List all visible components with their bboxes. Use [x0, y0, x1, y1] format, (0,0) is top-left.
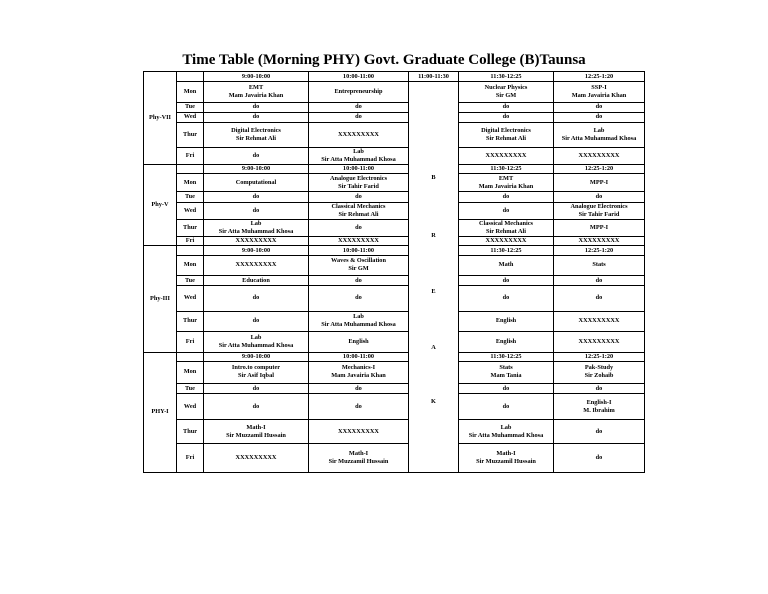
day-row	[144, 82, 645, 102]
day-label: Fri	[177, 147, 204, 164]
cell-line: XXXXXXXXX	[578, 317, 620, 325]
cell-line: English	[495, 337, 517, 345]
cell-line: XXXXXXXXX	[338, 237, 379, 245]
header-row	[144, 352, 645, 361]
day-row	[144, 311, 645, 331]
day-row	[144, 286, 645, 312]
schedule-cell	[459, 276, 554, 286]
day-label: Mon	[177, 361, 204, 383]
cell-line: MPP-I	[589, 178, 609, 186]
cell-line: do	[252, 192, 260, 200]
cell-line: Sir GM	[348, 265, 369, 273]
day-label: Thur	[177, 311, 204, 331]
cell-line: Lab	[593, 126, 605, 134]
cell-line: Math-I	[496, 450, 516, 458]
cell-line: XXXXXXXXX	[485, 237, 527, 245]
cell-line: do	[355, 276, 362, 284]
time-slot-header: 12:25-1:20	[554, 164, 645, 173]
cell-line: Computational	[235, 178, 277, 186]
cell-line: XXXXXXXXX	[578, 151, 620, 159]
cell-line: Sir Muzzamil Hussain	[226, 431, 286, 439]
schedule-cell	[309, 192, 409, 202]
schedule-cell	[309, 384, 409, 394]
cell-line: Sir Asif Iqbal	[238, 372, 274, 380]
time-slot-header: 11:30-12:25	[459, 72, 554, 82]
cell-line: XXXXXXXXX	[235, 261, 277, 269]
cell-line: Mam Javairia Khan	[228, 91, 284, 99]
cell-line: Sir Muzzamil Hussain	[476, 458, 536, 466]
cell-line: Digital Electronics	[231, 126, 281, 134]
day-row	[144, 174, 645, 192]
cell-line: do	[252, 151, 260, 159]
day-label: Tue	[177, 102, 204, 112]
break-letter: E	[431, 288, 436, 296]
schedule-cell	[204, 174, 309, 192]
schedule-cell	[554, 384, 645, 394]
cell-line: XXXXXXXXX	[578, 337, 620, 345]
day-row	[144, 219, 645, 236]
cell-line: Math	[498, 261, 514, 269]
cell-line: Lab	[250, 220, 262, 228]
cell-line: Waves & Oscillation	[331, 257, 386, 265]
schedule-cell	[459, 286, 554, 312]
schedule-cell	[459, 147, 554, 164]
time-slot-header: 10:00-11:00	[309, 352, 409, 361]
day-label: Fri	[177, 444, 204, 473]
cell-line: do	[595, 276, 603, 284]
day-label: Tue	[177, 276, 204, 286]
time-slot-header: 9:00-10:00	[204, 164, 309, 173]
schedule-cell	[204, 444, 309, 473]
schedule-cell	[554, 286, 645, 312]
cell-line: do	[252, 113, 260, 121]
cell-line: do	[252, 317, 260, 325]
cell-line: do	[595, 454, 603, 462]
cell-line: EMT	[498, 174, 514, 182]
cell-line: Lab	[250, 333, 262, 341]
schedule-cell	[204, 311, 309, 331]
schedule-cell	[554, 102, 645, 112]
schedule-cell	[459, 361, 554, 383]
cell-line: do	[252, 103, 260, 111]
cell-line: Lab	[353, 147, 364, 155]
cell-line: do	[502, 103, 510, 111]
cell-line: Sir Muzzamil Hussain	[328, 458, 389, 466]
schedule-cell	[204, 192, 309, 202]
cell-line: do	[595, 192, 603, 200]
day-row	[144, 255, 645, 275]
day-row	[144, 419, 645, 443]
cell-line: Math-I	[246, 423, 266, 431]
cell-line: XXXXXXXXX	[485, 151, 527, 159]
cell-line: English	[348, 337, 369, 345]
cell-line: do	[355, 103, 362, 111]
day-label: Wed	[177, 112, 204, 122]
cell-line: Classical Mechanics	[478, 220, 534, 228]
timetable	[143, 71, 645, 473]
day-label: Fri	[177, 237, 204, 246]
cell-line: do	[502, 206, 510, 214]
day-row	[144, 276, 645, 286]
header-row	[144, 246, 645, 255]
cell-line: do	[252, 402, 260, 410]
schedule-cell	[204, 276, 309, 286]
cell-line: Sir Atta Muhammad Khosa	[468, 431, 544, 439]
schedule-cell	[554, 237, 645, 246]
day-label: Wed	[177, 202, 204, 219]
schedule-cell	[459, 384, 554, 394]
break-letter: B	[431, 174, 436, 182]
schedule-cell	[459, 102, 554, 112]
cell-line: Sir Rehmat Ali	[485, 228, 527, 236]
cell-line: Sir GM	[495, 91, 517, 99]
day-label: Tue	[177, 192, 204, 202]
schedule-cell	[309, 112, 409, 122]
schedule-cell	[554, 255, 645, 275]
schedule-cell	[309, 394, 409, 420]
cell-line: Education	[242, 276, 270, 284]
time-slot-header: 12:25-1:20	[554, 72, 645, 82]
schedule-cell	[309, 311, 409, 331]
day-label: Tue	[177, 384, 204, 394]
cell-line: Sir Atta Muhammad Khosa	[218, 228, 294, 236]
cell-line: M. Ibrahim	[583, 406, 615, 414]
schedule-cell	[204, 82, 309, 102]
schedule-cell	[309, 174, 409, 192]
cell-line: do	[355, 192, 362, 200]
schedule-cell	[554, 147, 645, 164]
schedule-cell	[309, 286, 409, 312]
schedule-cell	[554, 311, 645, 331]
day-header-blank	[177, 352, 204, 361]
cell-line: Sir Rehmat Ali	[338, 210, 379, 218]
time-slot-header: 10:00-11:00	[309, 72, 409, 82]
cell-line: Sir Tahir Farid	[338, 182, 379, 190]
cell-line: do	[595, 294, 603, 302]
cell-line: do	[502, 192, 510, 200]
schedule-cell	[204, 202, 309, 219]
cell-line: do	[355, 294, 362, 302]
day-row	[144, 192, 645, 202]
time-slot-header: 12:25-1:20	[554, 352, 645, 361]
cell-line: Stats	[499, 364, 513, 372]
schedule-cell	[204, 419, 309, 443]
time-slot-header: 9:00-10:00	[204, 246, 309, 255]
cell-line: Digital Electronics	[481, 126, 531, 134]
schedule-cell	[309, 332, 409, 352]
schedule-cell	[459, 123, 554, 147]
cell-line: Sir Rehmat Ali	[235, 134, 277, 142]
time-slot-header: 9:00-10:00	[204, 352, 309, 361]
cell-line: do	[252, 384, 260, 392]
cell-line: XXXXXXXXX	[235, 237, 277, 245]
cell-line: Sir Atta Muhammad Khosa	[561, 134, 637, 142]
header-row	[144, 72, 645, 82]
schedule-cell	[204, 219, 309, 236]
group-name: Phy-V	[144, 164, 177, 246]
cell-line: English	[495, 317, 517, 325]
page-title: Time Table (Morning PHY) Govt. Graduate College (B)Taunsa	[182, 52, 586, 68]
schedule-cell	[309, 419, 409, 443]
cell-line: Mechanics-I	[341, 364, 376, 372]
cell-line: Sir Atta Muhammad Khosa	[321, 155, 396, 163]
schedule-cell	[204, 394, 309, 420]
schedule-cell	[459, 444, 554, 473]
day-label: Fri	[177, 332, 204, 352]
day-row	[144, 202, 645, 219]
schedule-cell	[309, 123, 409, 147]
cell-line: do	[502, 384, 510, 392]
schedule-cell	[309, 219, 409, 236]
cell-line: Lab	[353, 313, 364, 321]
cell-line: do	[502, 294, 510, 302]
day-row	[144, 147, 645, 164]
cell-line: Sir Rehmat Ali	[485, 134, 527, 142]
cell-line: do	[252, 294, 260, 302]
cell-line: Mam Javairia Khan	[331, 372, 386, 380]
schedule-cell	[459, 219, 554, 236]
day-row	[144, 112, 645, 122]
schedule-cell	[554, 419, 645, 443]
break-time: 11:00-11:30	[409, 72, 459, 82]
cell-line: SSP-I	[591, 83, 607, 91]
schedule-cell	[459, 419, 554, 443]
cell-line: Analogue Electronics	[329, 174, 388, 182]
schedule-cell	[459, 192, 554, 202]
day-label: Thur	[177, 123, 204, 147]
cell-line: do	[595, 103, 603, 111]
schedule-cell	[204, 361, 309, 383]
cell-line: Pak-Study	[584, 364, 614, 372]
schedule-cell	[204, 112, 309, 122]
cell-line: do	[355, 384, 362, 392]
cell-line: Nuclear Physics	[484, 83, 528, 91]
schedule-cell	[204, 255, 309, 275]
day-row	[144, 332, 645, 352]
cell-line: do	[355, 224, 362, 232]
cell-line: do	[252, 206, 260, 214]
cell-line: Stats	[592, 261, 606, 269]
break-letter: A	[431, 344, 436, 352]
group-name: Phy-VII	[144, 72, 177, 165]
schedule-cell	[554, 192, 645, 202]
schedule-cell	[204, 286, 309, 312]
cell-line: Mam Javairia Khan	[478, 182, 534, 190]
schedule-cell	[554, 174, 645, 192]
cell-line: Lab	[500, 423, 512, 431]
cell-line: Math-I	[348, 450, 369, 458]
day-row	[144, 237, 645, 246]
time-slot-header: 12:25-1:20	[554, 246, 645, 255]
break-column	[409, 82, 459, 473]
cell-line: Sir Atta Muhammad Khosa	[218, 341, 294, 349]
schedule-cell	[309, 361, 409, 383]
day-header-blank	[177, 246, 204, 255]
cell-line: XXXXXXXXX	[338, 427, 379, 435]
cell-line: Analogue Electronics	[570, 202, 628, 210]
header-row	[144, 164, 645, 173]
cell-line: XXXXXXXXX	[578, 237, 620, 245]
cell-line: do	[595, 384, 603, 392]
cell-line: Sir Tahir Farid	[578, 210, 620, 218]
schedule-cell	[204, 384, 309, 394]
cell-line: do	[502, 113, 510, 121]
schedule-cell	[459, 112, 554, 122]
day-label: Wed	[177, 394, 204, 420]
cell-line: XXXXXXXXX	[338, 130, 379, 138]
group-name: Phy-III	[144, 246, 177, 352]
day-header-blank	[177, 164, 204, 173]
schedule-cell	[554, 276, 645, 286]
time-slot-header: 11:30-12:25	[459, 164, 554, 173]
schedule-cell	[204, 102, 309, 112]
cell-line: Entrepreneurship	[334, 87, 383, 95]
cell-line: Sir Zohaib	[584, 372, 614, 380]
break-letter: K	[431, 398, 436, 406]
schedule-cell	[459, 202, 554, 219]
schedule-cell	[309, 102, 409, 112]
time-slot-header: 11:30-12:25	[459, 352, 554, 361]
schedule-cell	[204, 123, 309, 147]
schedule-cell	[309, 276, 409, 286]
cell-line: do	[595, 113, 603, 121]
time-slot-header: 10:00-11:00	[309, 246, 409, 255]
schedule-cell	[554, 332, 645, 352]
cell-line: XXXXXXXXX	[235, 454, 277, 462]
schedule-cell	[554, 444, 645, 473]
cell-line: English-I	[586, 398, 612, 406]
day-label: Thur	[177, 219, 204, 236]
day-row	[144, 361, 645, 383]
group-name: PHY-I	[144, 352, 177, 472]
day-row	[144, 394, 645, 420]
schedule-cell	[309, 202, 409, 219]
schedule-cell	[554, 123, 645, 147]
day-label: Mon	[177, 255, 204, 275]
day-header-blank	[177, 72, 204, 82]
cell-line: Intro.to computer	[231, 364, 281, 372]
time-slot-header: 10:00-11:00	[309, 164, 409, 173]
day-row	[144, 384, 645, 394]
schedule-cell	[459, 174, 554, 192]
schedule-cell	[204, 237, 309, 246]
cell-line: Classical Mechanics	[331, 202, 386, 210]
cell-line: do	[355, 113, 362, 121]
break-letter: R	[431, 232, 436, 240]
schedule-cell	[554, 361, 645, 383]
cell-line: Mam Javairia Khan	[571, 91, 627, 99]
day-row	[144, 102, 645, 112]
time-slot-header: 9:00-10:00	[204, 72, 309, 82]
cell-line: Mam Tania	[490, 372, 522, 380]
day-label: Thur	[177, 419, 204, 443]
day-row	[144, 444, 645, 473]
schedule-cell	[459, 82, 554, 102]
cell-line: do	[502, 402, 510, 410]
cell-line: Sir Atta Muhammad Khosa	[321, 321, 396, 329]
schedule-cell	[309, 444, 409, 473]
day-label: Mon	[177, 82, 204, 102]
time-slot-header: 11:30-12:25	[459, 246, 554, 255]
day-label: Wed	[177, 286, 204, 312]
cell-line: EMT	[248, 83, 264, 91]
schedule-cell	[204, 147, 309, 164]
schedule-cell	[459, 237, 554, 246]
cell-line: do	[595, 427, 603, 435]
schedule-cell	[204, 332, 309, 352]
schedule-cell	[309, 255, 409, 275]
schedule-cell	[459, 394, 554, 420]
schedule-cell	[459, 255, 554, 275]
schedule-cell	[459, 311, 554, 331]
schedule-cell	[309, 147, 409, 164]
schedule-cell	[309, 82, 409, 102]
schedule-cell	[459, 332, 554, 352]
schedule-cell	[309, 237, 409, 246]
schedule-cell	[554, 219, 645, 236]
day-row	[144, 123, 645, 147]
schedule-cell	[554, 82, 645, 102]
schedule-cell	[554, 112, 645, 122]
cell-line: do	[355, 402, 362, 410]
cell-line: MPP-I	[589, 224, 609, 232]
cell-line: do	[502, 276, 510, 284]
schedule-cell	[554, 202, 645, 219]
day-label: Mon	[177, 174, 204, 192]
schedule-cell	[554, 394, 645, 420]
